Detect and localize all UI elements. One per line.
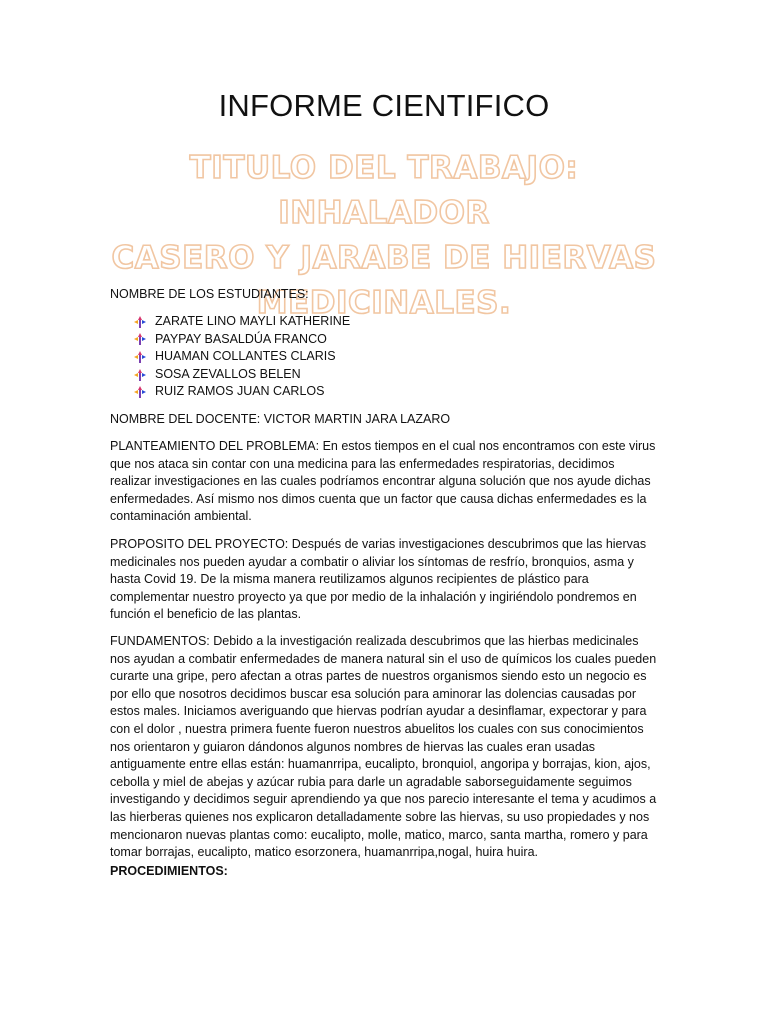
procedures-heading: PROCEDIMIENTOS: (110, 864, 228, 878)
fundamentals-paragraph (110, 633, 658, 862)
teacher-name-line: NOMBRE DEL DOCENTE: VICTOR MARTIN JARA LAZARO (110, 412, 451, 426)
project-purpose-label: PROPOSITO DEL PROYECTO: (110, 537, 289, 551)
four-color-arrow-bullet-icon (133, 332, 147, 346)
four-color-arrow-bullet-icon (133, 350, 147, 364)
four-color-arrow-bullet-icon (133, 368, 147, 382)
subtitle-line: MEDICINALES. (256, 285, 512, 321)
project-purpose-paragraph (110, 536, 658, 624)
document-title: INFORME CIENTIFICO (218, 88, 550, 123)
project-purpose-text: Después de varias investigaciones descubrimos que las hiervas medicinales nos pueden ayudar a combatir o aliviar los síntomas de resfrío, bronquios, asma y hasta Covid 19. De la misma manera reutilizamos algunos recipientes de plástico para complementar nuestro proyecto ya que por medio de la inhalación y ingiriéndolo pondremos en función el beneficio de las plantas. (110, 537, 647, 622)
fundamentals-text: Debido a la investigación realizada descubrimos que las hierbas medicinales nos ayudan a combatir enfermedades de manera natural sin el uso de químicos los cuales pueden curarte una gripe, pero afectan a otras partes de nuestros organismos siendo esto un negocio es por ello que nosotros decidimos buscar esa solución para aminorar las dolencias causadas por estos males. Iniciamos averiguando que hiervas podrían ayudar a desinflamar, expectorar y para con el dolor , nuestra primera fuente fueron nuestros abuelitos los cuales con sus conocimientos nos orientaron y guiaron dándonos algunos nombres de hiervas las cuales eran usadas antiguamente entre ellas están: huamanrripa, eucalipto, bronquiol, angoripa y borrajas, kion, ajos, cebolla y miel de abejas y azúcar rubia para darle un agradable saborseguidamente seguimos investigando y decidimos seguir aprendiendo ya que nos parecio interesante el tema y acudimos a las hierberas quienes nos explicaron detalladamente sobre las hiervas, su uso propiedades y nos mencionaron nuevas plantas como: eucalipto, molle, matico, marco, santa martha, romero y para tomar borrajas, eucalipto, matico esorzonera, huamanrripa,nogal, huira huira. (110, 634, 657, 860)
subtitle-line: TITULO DEL TRABAJO: INHALADOR (189, 150, 579, 231)
problem-statement-paragraph (110, 438, 658, 526)
student-list-item (133, 383, 350, 401)
student-list-item (133, 331, 350, 349)
student-name: PAYPAY BASALDÚA FRANCO (155, 331, 327, 346)
student-name: HUAMAN COLLANTES CLARIS (155, 349, 336, 364)
subtitle-line: CASERO Y JARABE DE HIERVAS (111, 240, 657, 276)
student-name: RUIZ RAMOS JUAN CARLOS (155, 384, 325, 399)
four-color-arrow-bullet-icon (133, 385, 147, 399)
fundamentals-label: FUNDAMENTOS: (110, 634, 210, 648)
student-list-item (133, 313, 350, 331)
students-heading: NOMBRE DE LOS ESTUDIANTES: (110, 287, 309, 301)
students-list (133, 313, 350, 401)
problem-statement-label: PLANTEAMIENTO DEL PROBLEMA: (110, 439, 320, 453)
problem-statement-text: En estos tiempos en el cual nos encontramos con este virus que nos ataca sin contar con una medicina para las enfermedades respiratorias, decidimos realizar investigaciones en las cuales podríamos encontrar alguna solución que nos ayude dichas enfermedades. Así mismo nos dimos cuenta que un factor que causa dichas enfermedades es la contaminación ambiental. (110, 439, 656, 524)
student-list-item (133, 348, 350, 366)
student-name: SOSA ZEVALLOS BELEN (155, 366, 301, 381)
student-list-item (133, 366, 350, 384)
four-color-arrow-bullet-icon (133, 315, 147, 329)
student-name: ZARATE LINO MAYLI KATHERINE (155, 314, 351, 328)
